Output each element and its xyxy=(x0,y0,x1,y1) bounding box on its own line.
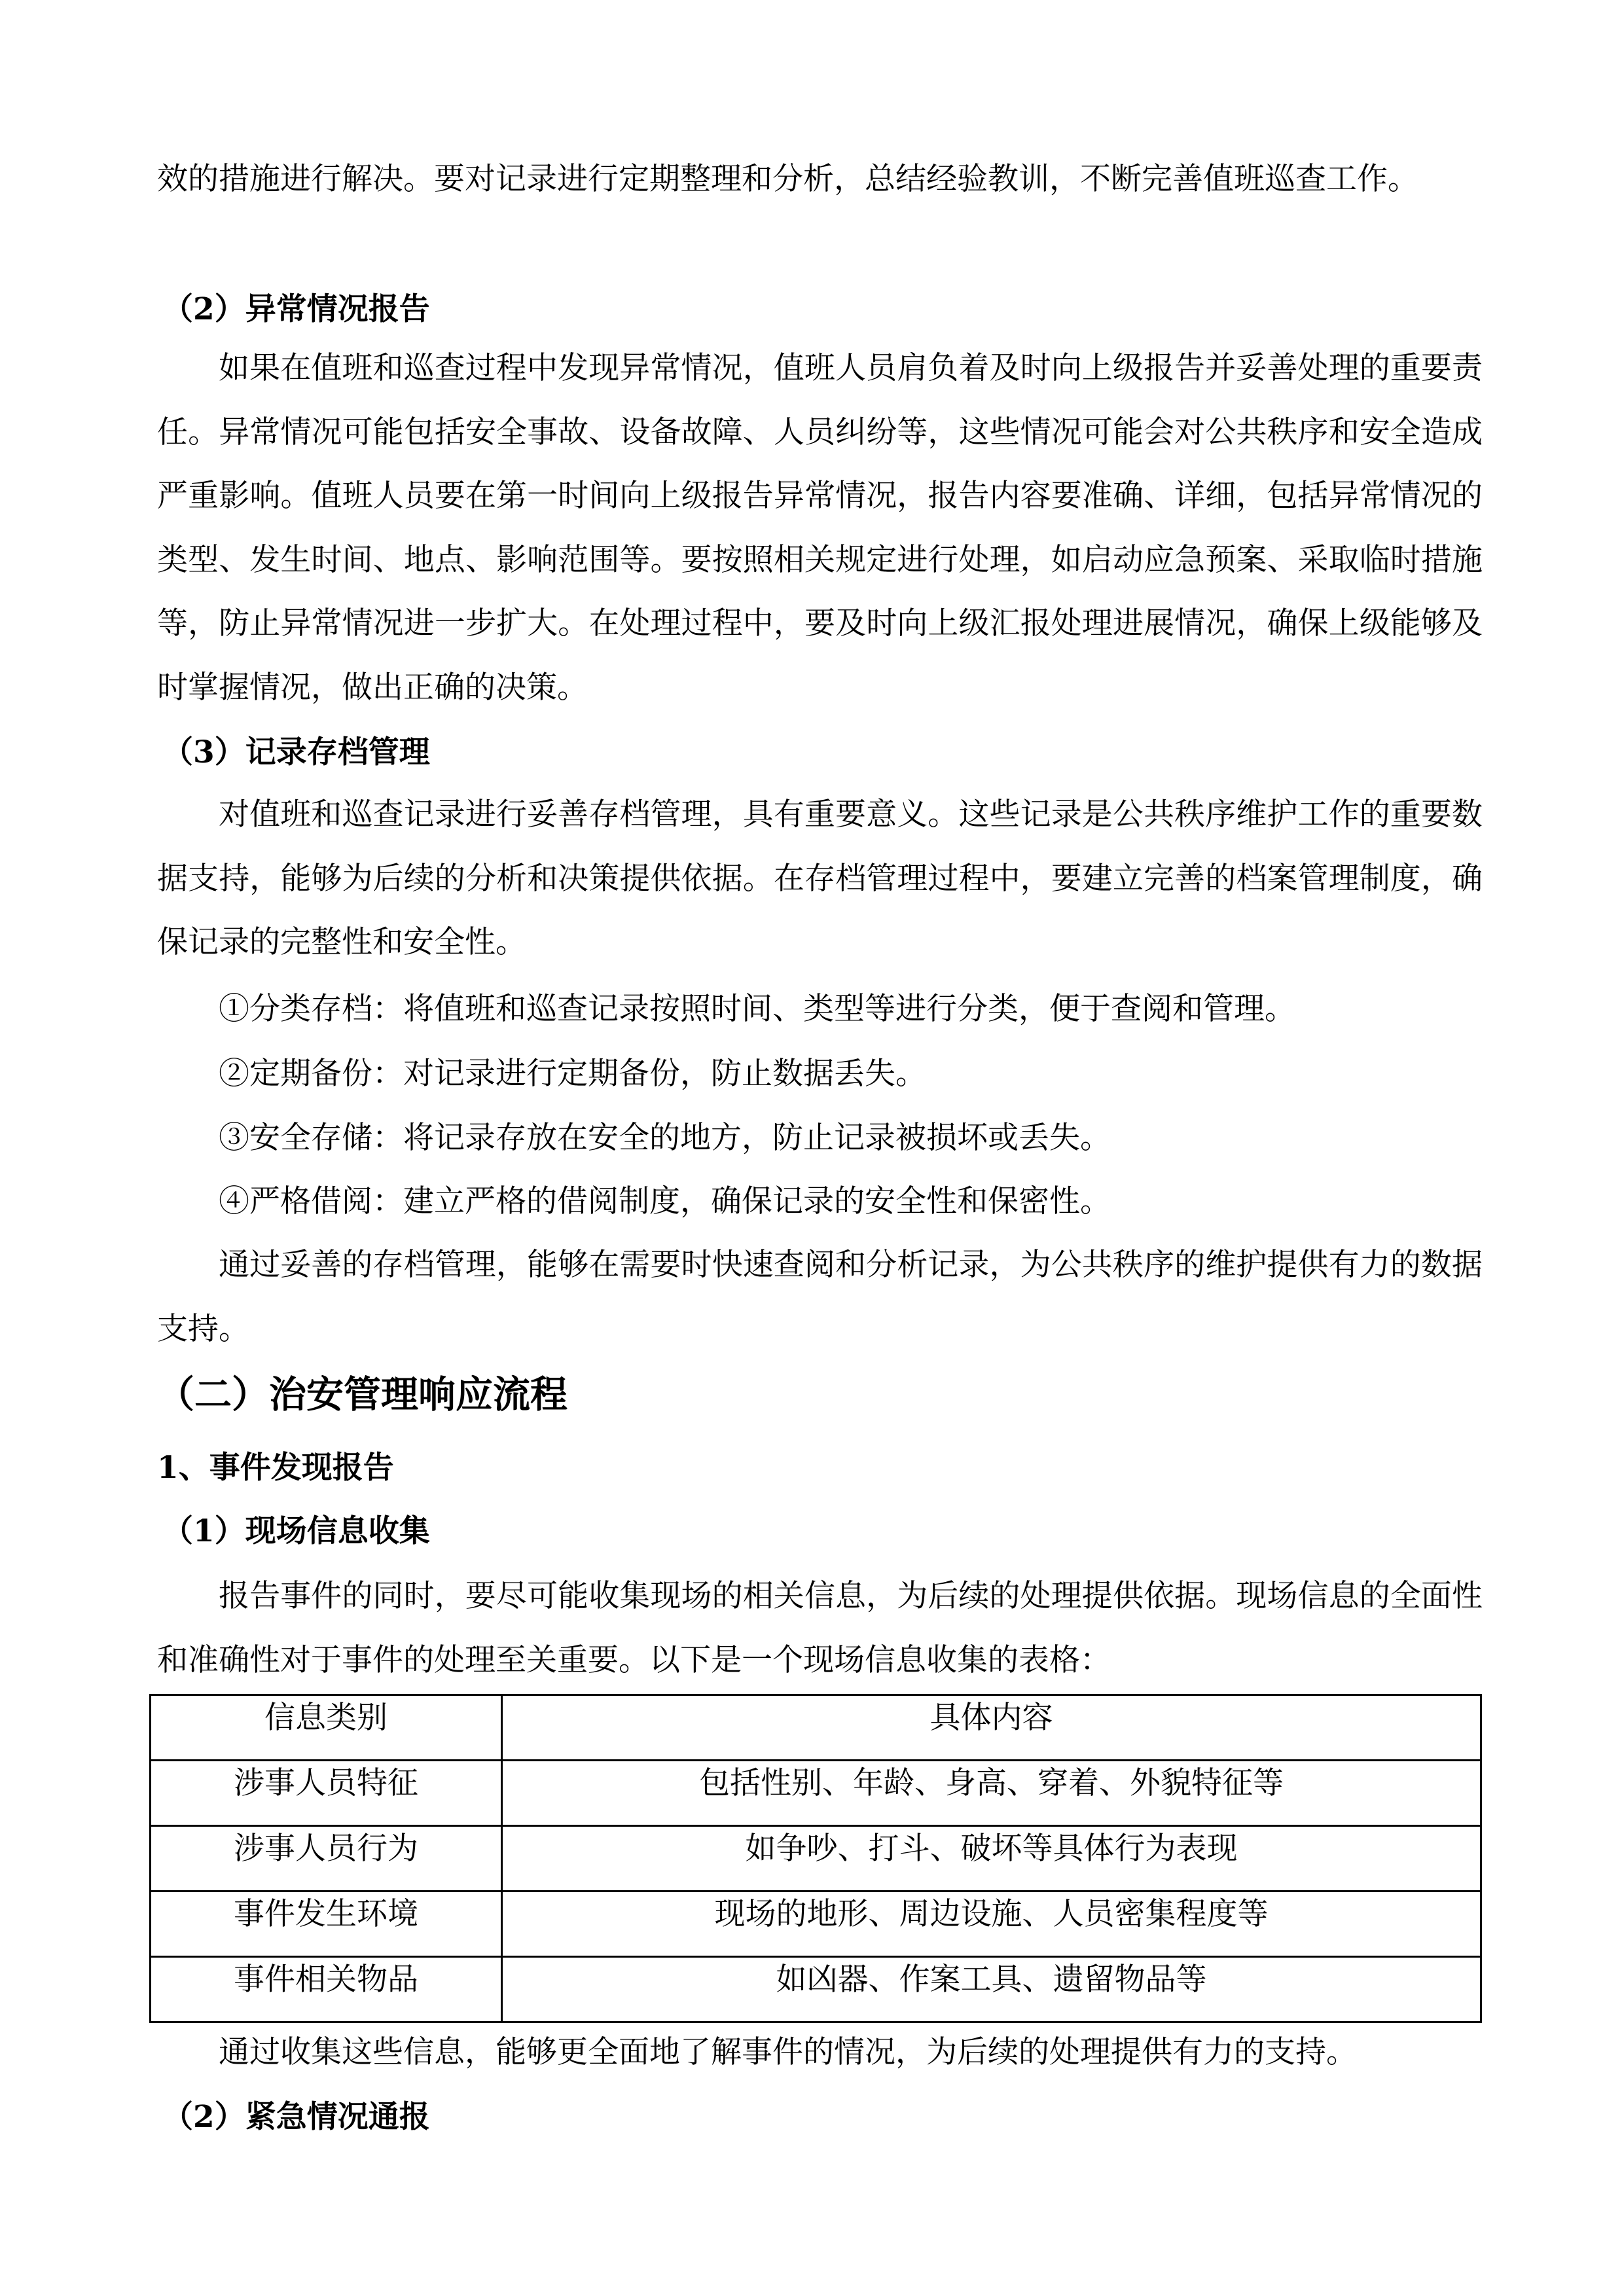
paragraph: 报告事件的同时，要尽可能收集现场的相关信息，为后续的处理提供依据。现场信息的全面性和准确性对于事件的处理至关重要。以下是一个现场信息收集的表格： xyxy=(157,1578,1483,1678)
table-cell: 如凶器、作案工具、遗留物品等 xyxy=(502,1957,1481,2022)
paragraph: 如果在值班和巡查过程中发现异常情况，值班人员肩负着及时向上级报告并妥善处理的重要责任。异常情况可能包括安全事故、设备故障、人员纠纷等，这些情况可能会对公共秩序和安全造成严重影响。值班人员要在第一时间向上级报告异常情况，报告内容要准确、详细，包括异常情况的类型、发生时间、地点、影响范围等。要按照相关规定进行处理，如启动应急预案、采取临时措施等，防止异常情况进一步扩大。在处理过程中，要及时向上级汇报处理进展情况，确保上级能够及时掌握情况，做出正确的决策。 xyxy=(157,350,1483,706)
table-row xyxy=(151,1892,1481,1957)
paragraph: 对值班和巡查记录进行妥善存档管理，具有重要意义。这些记录是公共秩序维护工作的重要数据支持，能够为后续的分析和决策提供依据。在存档管理过程中，要建立完善的档案管理制度，确保记录的完整性和安全性。 xyxy=(157,797,1483,960)
list-item: ④严格借阅：建立严格的借阅制度，确保记录的安全性和保密性。 xyxy=(219,1183,1111,1219)
subheading-abnormal-report: （2）异常情况报告 xyxy=(162,291,430,327)
header-cell: 具体内容 xyxy=(502,1695,1481,1761)
info-collection-table xyxy=(149,1694,1482,2023)
table-cell: 事件相关物品 xyxy=(151,1957,502,2022)
subheading-emergency-notice: （2）紧急情况通报 xyxy=(162,2099,430,2135)
paragraph: 通过妥善的存档管理，能够在需要时快速查阅和分析记录，为公共秩序的维护提供有力的数据支持。 xyxy=(157,1247,1483,1347)
paragraph: 效的措施进行解决。要对记录进行定期整理和分析，总结经验教训，不断完善值班巡查工作。 xyxy=(157,161,1418,197)
table-cell: 事件发生环境 xyxy=(151,1892,502,1957)
table-cell: 包括性别、年龄、身高、穿着、外貌特征等 xyxy=(502,1761,1481,1826)
section-heading: （二）治安管理响应流程 xyxy=(157,1372,568,1416)
list-item: ①分类存档：将值班和巡查记录按照时间、类型等进行分类，便于查阅和管理。 xyxy=(219,991,1295,1027)
list-item: ②定期备份：对记录进行定期备份，防止数据丢失。 xyxy=(219,1056,926,1092)
subheading-info-collection: （1）现场信息收集 xyxy=(162,1513,430,1549)
heading-event-report: 1、事件发现报告 xyxy=(157,1450,394,1486)
table-cell: 如争吵、打斗、破坏等具体行为表现 xyxy=(502,1826,1481,1892)
header-cell: 信息类别 xyxy=(151,1695,502,1761)
table-cell: 现场的地形、周边设施、人员密集程度等 xyxy=(502,1892,1481,1957)
table-cell: 涉事人员行为 xyxy=(151,1826,502,1892)
table-row xyxy=(151,1761,1481,1826)
table-header-row xyxy=(151,1695,1481,1761)
list-item: ③安全存储：将记录存放在安全的地方，防止记录被损坏或丢失。 xyxy=(219,1120,1111,1156)
table-row xyxy=(151,1957,1481,2022)
table-cell: 涉事人员特征 xyxy=(151,1761,502,1826)
subheading-record-archive: （3）记录存档管理 xyxy=(162,734,430,770)
paragraph: 通过收集这些信息，能够更全面地了解事件的情况，为后续的处理提供有力的支持。 xyxy=(219,2034,1357,2070)
table-row xyxy=(151,1826,1481,1892)
